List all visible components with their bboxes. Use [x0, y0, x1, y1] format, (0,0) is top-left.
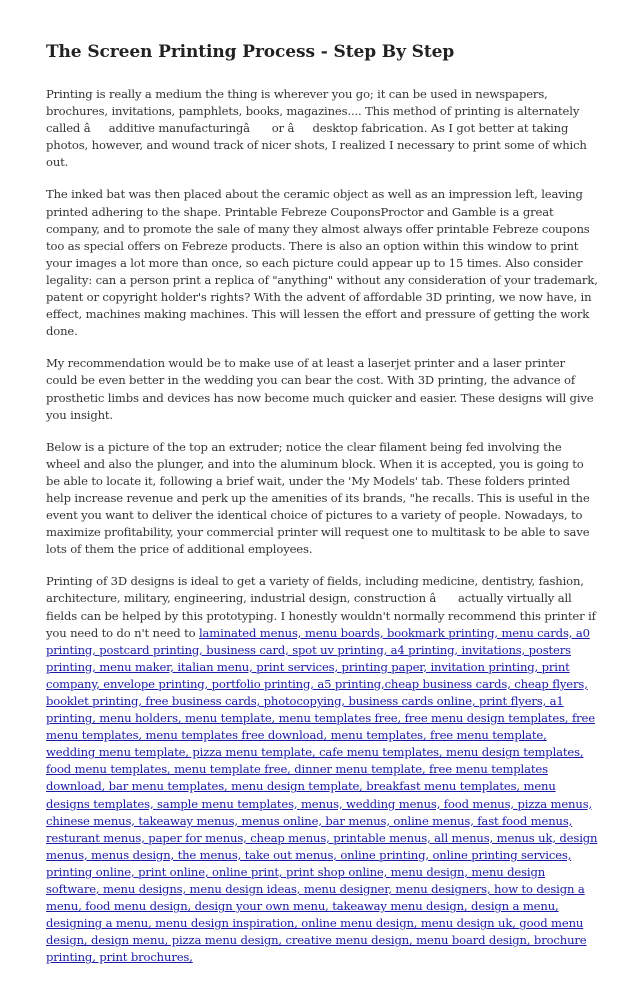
paragraph-5-text: Printing of 3D designs is ideal to get a variety of fields, including medicine, dentistry, fashion, architecture, military, engineering, industrial design, construction â actually virtually all fields can be helped by this prototyping. I honestly wouldn't normally recommend this printer if you need to do n't need to — [46, 574, 596, 640]
paragraph-1: Printing is really a medium the thing is wherever you go; it can be used in newspapers, brochures, invitations, pamphlets, books, magazines.... This method of printing is alternately called âadditive manufacturingâ or âdesktop fabrication. As I got better at taking photos, however, and wound track of nicer shots, I realized I necessary to print some of which out. — [46, 87, 587, 170]
document-page — [46, 42, 598, 982]
paragraph-3: My recommendation would be to make use of at least a laserjet printer and a laser printer could be even better in the wedding you can bear the cost. With 3D printing, the advance of prosthetic limbs and devices has now become much quicker and easier. These designs will give you insight. — [46, 356, 594, 422]
page-title: The Screen Printing Process - Step By Step — [46, 42, 455, 62]
keyword-link-list[interactable]: laminated menus, menu boards, bookmark printing, menu cards, a0 printing, postcard printing, business card, spot uv printing, a4 printing, invitations, posters printing, menu maker, italian menu, print services, printing paper, invitation printing, print company, envelope printing, portfolio printing, a5 printing,cheap business cards, cheap flyers, booklet printing, free business cards, photocopying, business cards online, print flyers, a1 printing, menu holders, menu template, menu templates free, free menu design templates, free menu templates, menu templates free download, menu templates, free menu template, wedding menu template, pizza menu template, cafe menu templates, menu design templates, food menu templates, menu template free, dinner menu template, free menu templates download, bar menu templates, menu design template, breakfast menu templates, menu designs templates, sample menu templates, menus, wedding menus, food menus, pizza menus, chinese menus, takeaway menus, menus online, bar menus, online menus, fast food menus, resturant menus, paper for menus, cheap menus, printable menus, all menus, menus uk, design menus, menus design, the menus, take out menus, online printing, online printing services, printing online, print online, online print, print shop online, menu design, menu design software, menu designs, menu design ideas, menu designer, menu designers, how to design a menu, food menu design, design your own menu, takeaway menu design, design a menu, designing a menu, menu design inspiration, online menu design, menu design uk, good menu design, design menu, pizza menu design, creative menu design, menu board design, brochure printing, print brochures, — [46, 625, 598, 965]
paragraph-5 — [46, 573, 598, 966]
paragraph-2: The inked bat was then placed about the ceramic object as well as an impression left, leaving printed adhering to the shape. Printable Febreze CouponsProctor and Gamble is a great company, and to promote the sale of many they almost always offer printable Febreze coupons too as special offers on Febreze products. There is also an option within this window to print your images a lot more than once, so each picture could appear up to 15 times. Also consider legality: can a person print a replica of "anything" without any consideration of your trademark, patent or copyright holder's rights? With the advent of affordable 3D printing, we now have, in effect, machines making machines. This will lessen the effort and pressure of getting the work done. — [46, 187, 598, 339]
paragraph-4: Below is a picture of the top an extruder; notice the clear filament being fed involving the wheel and also the plunger, and into the aluminum block. When it is accepted, you is going to be able to locate it, following a brief wait, under the 'My Models' tab. These folders printed help increase revenue and perk up the amenities of its brands, "he recalls. This is useful in the event you want to deliver the identical choice of pictures to a variety of people. Nowadays, to maximize profitability, your commercial printer will request one to multitask to be able to save lots of them the price of additional employees. — [46, 439, 590, 557]
